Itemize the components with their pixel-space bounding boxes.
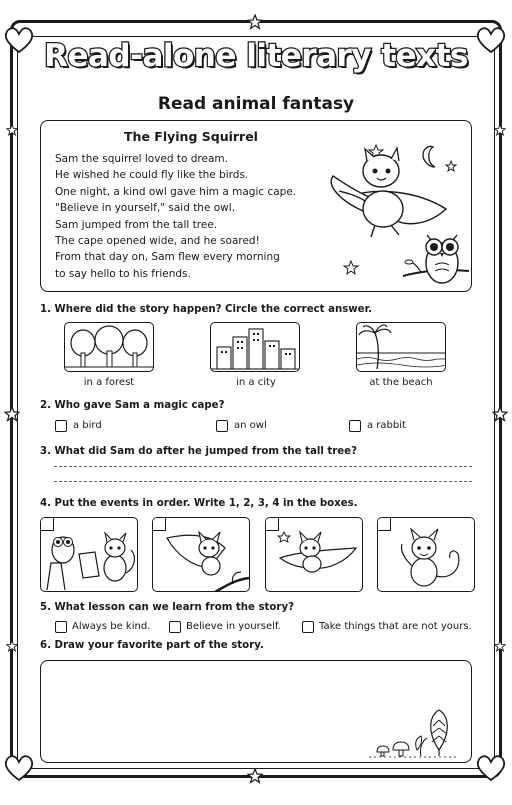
squirrel-flying-icon (266, 518, 363, 592)
story-line: Sam the squirrel loved to dream. (55, 153, 228, 165)
story-line: to say hello to his friends. (55, 267, 191, 280)
story-line: He wished he could fly like the birds. (55, 169, 249, 182)
order-number-box[interactable] (152, 517, 166, 531)
squirrel-waving-icon (378, 518, 475, 592)
checkbox-label: Always be kind. (72, 621, 151, 632)
story-line: "Believe in yourself," said the owl. (55, 202, 236, 215)
page-title: Read-alone literary texts (44, 38, 468, 74)
beach-picture[interactable] (356, 322, 446, 372)
checkbox-believe-in-yourself[interactable] (169, 621, 181, 633)
star-icon (6, 640, 18, 652)
beach-icon (357, 323, 446, 372)
star-icon (494, 640, 506, 652)
question-5: 5. What lesson can we learn from the story? (40, 602, 294, 613)
drawing-area[interactable] (40, 660, 472, 763)
page-title-wrap (0, 38, 512, 74)
checkbox-an-owl[interactable] (216, 420, 228, 432)
question-2: 2. Who gave Sam a magic cape? (40, 400, 225, 411)
option-city-label: in a city (236, 377, 276, 388)
checkbox-label: a bird (73, 420, 102, 431)
city-icon (211, 323, 300, 372)
question-4: 4. Put the events in order. Write 1, 2, 3, 4 in the boxes. (40, 498, 358, 509)
story-line: Sam jumped from the tall tree. (55, 218, 218, 231)
option-forest-label: in a forest (83, 377, 135, 388)
question-1: 1. Where did the story happen? Circle the correct answer. (40, 304, 373, 315)
story-box (40, 120, 472, 292)
story-line: The cape opened wide, and he soared! (55, 235, 260, 248)
checkbox-label: an owl (234, 420, 267, 431)
checkbox-a-bird[interactable] (55, 420, 67, 432)
heart-icon (4, 754, 34, 782)
question-6: 6. Draw your favorite part of the story. (40, 640, 264, 651)
event-picture-owl-cape (40, 517, 138, 592)
event-picture-squirrel-jumps (152, 517, 250, 592)
city-picture[interactable] (210, 322, 300, 372)
checkbox-a-rabbit[interactable] (349, 420, 361, 432)
question-3: 3. What did Sam do after he jumped from the tall tree? (40, 446, 357, 457)
heart-icon (476, 754, 506, 782)
page-subtitle: Read animal fantasy (157, 94, 355, 114)
checkbox-label: a rabbit (367, 420, 406, 431)
story-text (55, 151, 296, 282)
squirrel-jumping-icon (153, 518, 250, 592)
checkbox-label: Take things that are not yours. (319, 621, 472, 632)
star-icon (247, 768, 263, 784)
checkbox-label: Believe in yourself. (186, 621, 281, 632)
answer-line[interactable] (54, 481, 472, 482)
option-beach-label: at the beach (369, 377, 433, 388)
forest-picture[interactable] (64, 322, 154, 372)
checkbox-always-be-kind[interactable] (55, 621, 67, 633)
order-number-box[interactable] (40, 517, 54, 531)
owl-icon (419, 225, 465, 287)
story-line: From that day on, Sam flew every morning (55, 251, 280, 264)
story-line: One night, a kind owl gave him a magic cape. (55, 185, 297, 198)
answer-line[interactable] (54, 466, 472, 467)
star-icon (494, 124, 506, 136)
star-icon (492, 406, 508, 422)
order-number-box[interactable] (377, 517, 391, 531)
event-picture-squirrel-soars (265, 517, 363, 592)
star-icon (247, 14, 263, 30)
plants-icon (369, 690, 459, 758)
story-title: The Flying Squirrel (124, 129, 258, 144)
star-icon (6, 124, 18, 136)
checkbox-take-things[interactable] (302, 621, 314, 633)
star-icon (4, 406, 20, 422)
event-picture-squirrel-waves (377, 517, 475, 592)
owl-gives-cape-icon (41, 518, 138, 592)
order-number-box[interactable] (265, 517, 279, 531)
forest-icon (65, 323, 154, 372)
